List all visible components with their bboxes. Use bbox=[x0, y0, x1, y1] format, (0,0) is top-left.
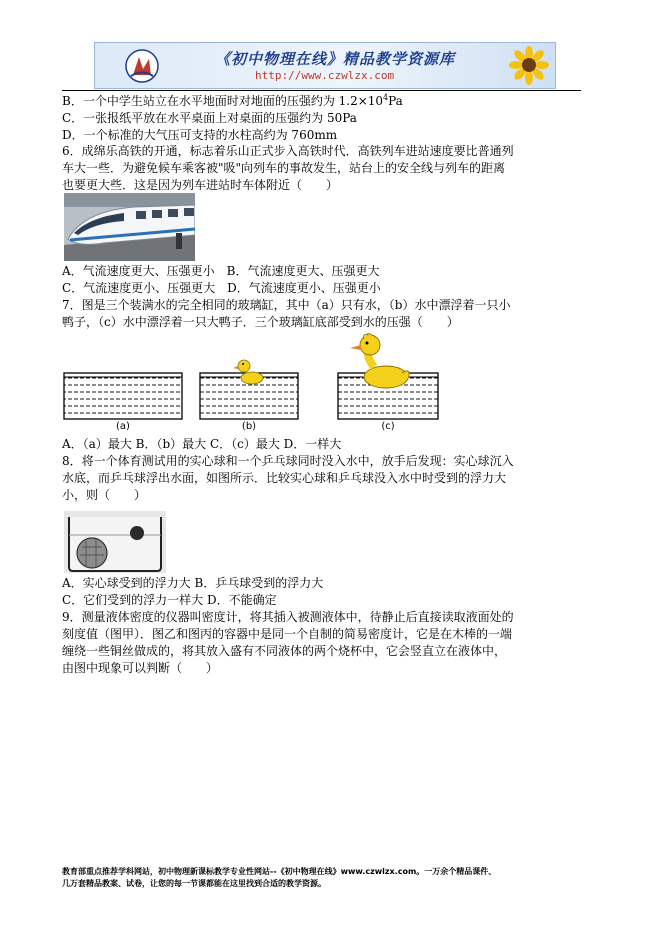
q8-text-line1: 8．将一个体育测试用的实心球和一个乒乓球同时没入水中，放手后发现：实心球沉入 bbox=[62, 454, 514, 468]
site-title: 《初中物理在线》精品教学资源库 bbox=[215, 50, 456, 68]
beaker-balls-figure bbox=[64, 511, 166, 573]
tank-c-label: (c) bbox=[381, 421, 395, 432]
tank-a-label: (a) bbox=[116, 421, 130, 432]
sunflower-icon bbox=[507, 45, 551, 86]
q6-text-line3: 也要更大些．这是因为列车进站时车体附近（ ） bbox=[62, 178, 339, 192]
q9-text-line4: 由图中现象可以判断（ ） bbox=[62, 661, 219, 675]
tank-b-label: (b) bbox=[241, 421, 257, 432]
q8-text-line3: 小，则（ ） bbox=[62, 488, 147, 502]
high-speed-train-image bbox=[64, 193, 195, 261]
q8-options-cd: C．它们受到的浮力一样大 D．不能确定 bbox=[62, 593, 277, 607]
site-logo-icon bbox=[125, 49, 159, 83]
q8-options-ab: A．实心球受到的浮力大 B．乒乓球受到的浮力大 bbox=[62, 576, 324, 590]
q5-option-d: D．一个标准的大气压可支持的水柱高约为 760mm bbox=[62, 128, 338, 142]
q6-options-cd: C．气流速度更小、压强更大 D．气流速度更小、压强更小 bbox=[62, 281, 381, 295]
three-glass-tanks-figure bbox=[62, 333, 442, 433]
q6-text-line2: 车大一些．为避免候车乘客被"吸"向列车的事故发生，站台上的安全线与列车的距离 bbox=[62, 161, 506, 175]
footer-line1: 教育部重点推荐学科网站，初中物理新课标教学专业性网站--《初中物理在线》www.czwlzx.com。一万余个精品课件、 bbox=[62, 867, 497, 876]
q9-text-line1: 9．测量液体密度的仪器叫密度计，将其插入被测液体中，待静止后直接读取液面处的 bbox=[62, 610, 514, 624]
q5-option-b: B．一个中学生站立在水平地面时对地面的压强约为 $1.2\times 10^4Pa$ bbox=[62, 93, 403, 108]
q7-text-line2: 鸭子，（c）水中漂浮着一只大鸭子．三个玻璃缸底部受到水的压强（ ） bbox=[62, 315, 459, 329]
header-banner bbox=[94, 42, 556, 89]
header-rule bbox=[62, 90, 581, 91]
q9-text-line2: 刻度值（图甲）．图乙和图丙的容器中是同一个自制的简易密度计，它是在木棒的一端 bbox=[62, 627, 513, 641]
q7-options: A．（a）最大 B．（b）最大 C．（c）最大 D．一样大 bbox=[62, 437, 342, 451]
site-url[interactable]: http://www.czwlzx.com bbox=[255, 69, 395, 82]
footer-line2: 几万套精品教案、试卷，让您的每一节课都能在这里找到合适的教学资源。 bbox=[62, 879, 326, 888]
q5-option-c: C．一张报纸平放在水平桌面上对桌面的压强约为 50Pa bbox=[62, 111, 357, 125]
tank-b bbox=[200, 360, 298, 432]
q8-text-line2: 水底，而乒乓球浮出水面，如图所示．比较实心球和乒乓球没入水中时受到的浮力大 bbox=[62, 471, 507, 485]
q6-text-line1: 6．成绵乐高铁的开通，标志着乐山正式步入高铁时代．高铁列车进站速度要比普通列 bbox=[62, 144, 514, 158]
tank-c bbox=[338, 333, 438, 432]
tank-a bbox=[64, 373, 182, 432]
q6-options-ab: A．气流速度更大、压强更小 B．气流速度更大、压强更大 bbox=[62, 264, 380, 278]
q9-text-line3: 缠绕一些铜丝做成的，将其放入盛有不同液体的两个烧杯中，它会竖直立在液体中， bbox=[62, 644, 507, 658]
q7-text-line1: 7．图是三个装满水的完全相同的玻璃缸，其中（a）只有水，（b）水中漂浮着一只小 bbox=[62, 298, 511, 312]
